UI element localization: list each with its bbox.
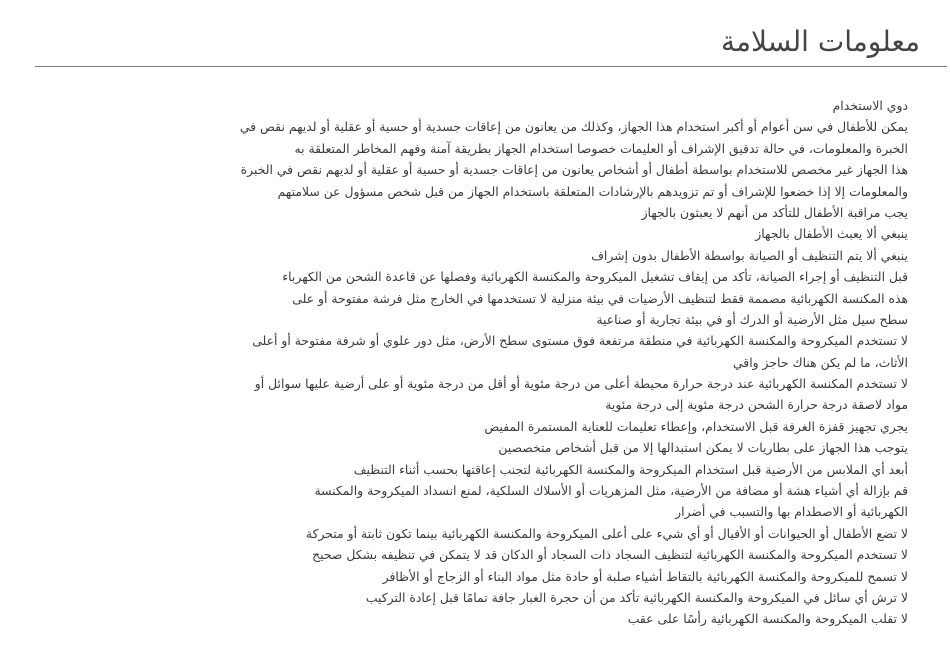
- text-line: لا تستخدم الميكروحة والمكنسة الكهربائية لتنظيف السجاد ذات السجاد أو الدكان قد لا يتمكن في تنظيفه بشكل صحيح: [312, 547, 908, 563]
- text-line: الخبرة والمعلومات، في حالة تدقيق الإشراف أو العليمات خصوصا استخدام الجهاز بطريقة آمنة وفهم المخاطر المتعلقة به: [294, 140, 908, 156]
- text-line: لا تقلب الميكروحة والمكنسة الكهربائية رأسًا على عقب: [627, 611, 908, 627]
- text-line: ينبغي ألا يتم التنظيف أو الصيانة بواسطة الأطفال بدون إشراف: [591, 247, 908, 263]
- page-title: معلومات السلامة: [720, 25, 920, 58]
- text-line: قم بإزالة أي أشياء هشة أو مضافة من الأرضية، مثل المزهريات أو الأسلاك السلكية، لمنع انسداد الميكروحة والمكنسة: [314, 483, 908, 499]
- text-line: يتوجب هذا الجهاز على بطاريات لا يمكن استبدالها إلا من قبل أشخاص متخصصين: [498, 440, 908, 456]
- text-line: أبعد أي الملابس من الأرضية قبل استخدام الميكروحة والمكنسة الكهربائية لتجنب إعاقتها بحسب أثناء التنظيف: [353, 461, 908, 477]
- text-line: يجب مراقبة الأطفال للتأكد من أنهم لا يعبثون بالجهاز: [641, 204, 908, 220]
- text-line: هذا الجهاز غير مخصص للاستخدام بواسطة أطفال أو أشخاص يعانون من إعاقات جسدية أو حسية أو عقلية أو لديهم نقص في الخبرة: [240, 162, 908, 178]
- text-line: يمكن للأطفال في سن أعوام أو أكبر استخدام هذا الجهاز، وكذلك من يعانون من إعاقات جسدية أو حسية أو عقلية أو لديهم نقص في: [239, 119, 908, 135]
- text-line: هذه المكنسة الكهربائية مصممة فقط لتنظيف الأرضيات في بيئة منزلية لا تستخدمها في الخارج مثل فرشة مفتوحة أو على: [292, 290, 908, 306]
- text-line: لا ترش أي سائل في الميكروحة والمكنسة الكهربائية تأكد من أن حجرة الغبار جافة تمامًا قبل إعادة التركيب: [365, 589, 908, 605]
- text-line: قبل التنظيف أو إجراء الصيانة، تأكد من إيقاف تشغيل الميكروحة والمكنسة الكهربائية وفصلها عن قاعدة الشحن من الكهرباء: [282, 269, 908, 285]
- text-line: والمعلومات إلا إذا خضعوا للإشراف أو تم تزويدهم بالإرشادات المتعلقة باستخدام الجهاز من قبل شخص مسؤول عن سلامتهم: [277, 183, 908, 199]
- text-line: مواد لاصقة درجة حرارة الشحن درجة مئوية إلى درجة مئوية: [605, 397, 908, 413]
- text-line: سطح سيل مثل الأرضية أو الدرك أو في بيئة تجارية أو صناعية: [596, 311, 908, 327]
- text-line: لا تضع الأطفال أو الحيوانات أو الأفيال أو أي شيء على أعلى الميكروحة والمكنسة الكهربائية بينما تكون ثابتة أو متحركة: [305, 525, 908, 541]
- text-line: لا تسمح للميكروحة والمكنسة الكهربائية بالتقاط أشياء صلبة أو حادة مثل مواد البناء أو الزجاج أو الأظافر: [382, 568, 908, 584]
- text-line: الأثاث، ما لم يكن هناك حاجز واقي: [732, 354, 908, 370]
- text-line: لا تستخدم المكنسة الكهربائية عند درجة حرارة محيطة أعلى من درجة مئوية أو أقل من درجة مئوية أو على أرضية عليها سوائل أو: [254, 376, 908, 392]
- title-divider: [35, 66, 947, 67]
- text-line: ينبغي ألا يعبث الأطفال بالجهاز: [755, 226, 908, 242]
- text-line: لا تستخدم الميكروحة والمكنسة الكهربائية في منطقة مرتفعة فوق مستوى سطح الأرض، مثل دور علوي أو شرفة مفتوحة أو أعلى: [252, 333, 908, 349]
- text-line: دوي الاستخدام: [832, 98, 908, 113]
- safety-text-body: [40, 95, 908, 630]
- text-line: يجري تجهيز قفزة الغرفة قبل الاستخدام، وإعطاء تعليمات للعناية المستمرة المفيض: [484, 418, 908, 434]
- text-line: الكهربائية أو الاصطدام بها والتسبب في أضرار: [675, 504, 908, 520]
